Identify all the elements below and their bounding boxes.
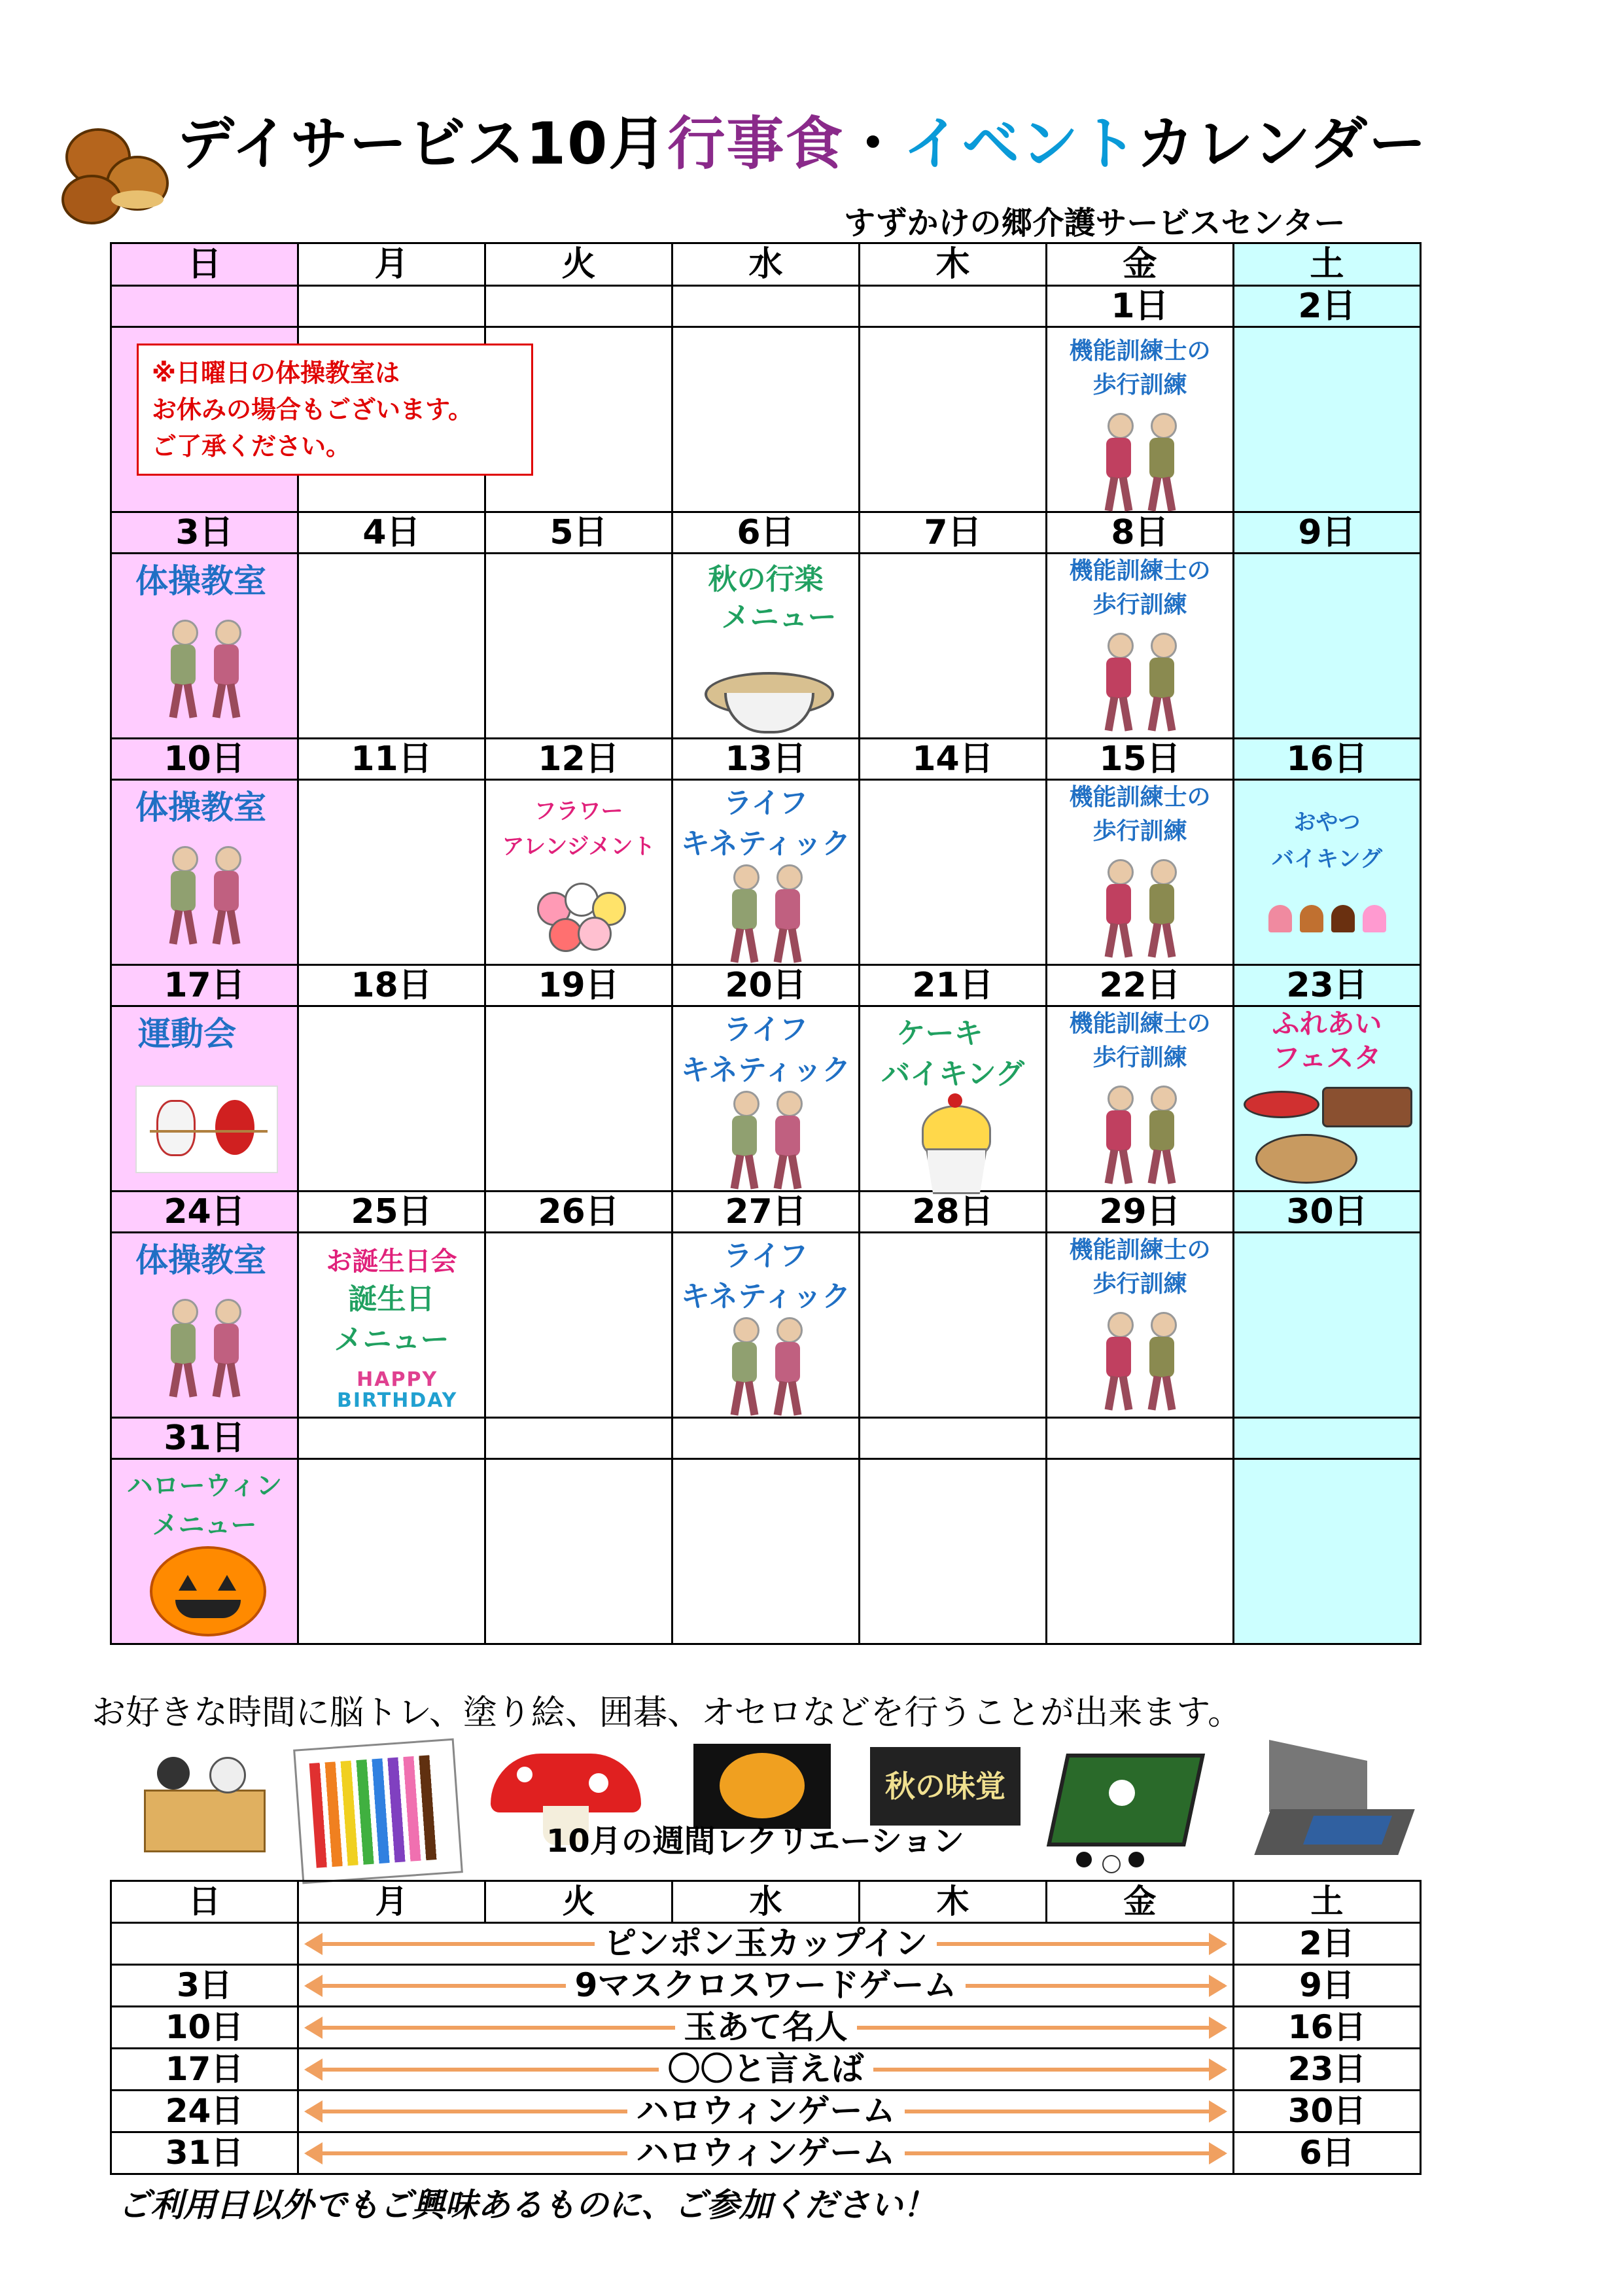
weekly-sun-cell: 31日	[111, 2132, 298, 2174]
date-cell: 10日	[111, 739, 298, 780]
event-calendar	[110, 242, 1422, 1645]
bouquet-icon	[531, 879, 629, 957]
event-cell	[485, 1233, 672, 1418]
event-cell	[1047, 327, 1234, 512]
weekly-sat-cell: 9日	[1234, 1965, 1421, 2007]
weekly-activity-cell	[298, 2049, 1234, 2091]
event-cell	[111, 780, 298, 965]
gymnastics-label: 体操教室	[135, 562, 266, 600]
walking-training-label: 機能訓練士の 歩行訓練	[1069, 557, 1211, 618]
date-cell	[1047, 1418, 1234, 1459]
date-cell: 20日	[672, 965, 860, 1006]
birthday-menu-label: 誕生日 メニュー	[334, 1282, 449, 1356]
hobby-text: お好きな時間に脳トレ、塗り絵、囲碁、オセロなどを行うことが出来ます。	[92, 1693, 1242, 1733]
event-cell	[1234, 1233, 1421, 1418]
exercise-figures-icon	[112, 620, 297, 720]
event-cell	[298, 1233, 485, 1418]
date-cell	[485, 286, 672, 327]
weekly-row	[111, 2007, 1421, 2049]
weekly-activity-cell	[298, 1965, 1234, 2007]
weekly-header: 木	[860, 1881, 1047, 1923]
date-cell	[111, 286, 298, 327]
weekly-sun-cell: 17日	[111, 2049, 298, 2091]
event-cell	[672, 327, 860, 512]
date-cell	[860, 1418, 1047, 1459]
date-cell: 26日	[485, 1192, 672, 1233]
weekly-sat-cell: 30日	[1234, 2091, 1421, 2132]
event-cell	[860, 1459, 1047, 1644]
weekly-sun-cell: 3日	[111, 1965, 298, 2007]
walking-figures-icon	[1047, 413, 1232, 514]
event-cell	[485, 1006, 672, 1192]
fureai-festa-label: ふれあい フェスタ	[1272, 1008, 1382, 1074]
date-cell: 12日	[485, 739, 672, 780]
date-row	[111, 286, 1421, 327]
event-row	[111, 1459, 1421, 1644]
event-cell	[672, 780, 860, 965]
event-cell	[298, 554, 485, 739]
weekday-sat: 土	[1234, 243, 1421, 286]
date-row	[111, 1418, 1421, 1459]
life-kinetic-figures-icon	[673, 1091, 858, 1192]
weekly-sat-cell: 2日	[1234, 1923, 1421, 1965]
date-cell	[672, 286, 860, 327]
event-cell	[1047, 1006, 1234, 1192]
date-cell: 25日	[298, 1192, 485, 1233]
cake-buffet-label: ケーキ バイキング	[881, 1017, 1024, 1091]
event-cell	[1047, 1459, 1234, 1644]
weekly-row	[111, 2049, 1421, 2091]
event-cell	[298, 1459, 485, 1644]
colored-pencils-icon	[293, 1739, 463, 1884]
go-board-icon	[137, 1744, 268, 1868]
weekly-header: 日	[111, 1881, 298, 1923]
life-kinetic-label: ライフ キネティック	[680, 1013, 851, 1087]
event-row	[111, 780, 1421, 965]
date-cell: 28日	[860, 1192, 1047, 1233]
event-cell	[485, 780, 672, 965]
weekly-row	[111, 2132, 1421, 2174]
event-cell	[672, 1006, 860, 1192]
event-row	[111, 327, 1421, 512]
happy-birthday-icon	[337, 1369, 457, 1411]
cupcakes-icon	[1234, 905, 1420, 935]
weekday-mon: 月	[298, 243, 485, 286]
tablet-icon	[1249, 1744, 1413, 1862]
date-cell: 13日	[672, 739, 860, 780]
activity-label: ハロウィンゲーム	[627, 2092, 905, 2130]
weekly-row	[111, 2091, 1421, 2132]
life-kinetic-figures-icon	[673, 864, 858, 965]
exercise-figures-icon	[112, 846, 297, 947]
weekly-sun-cell: 10日	[111, 2007, 298, 2049]
event-cell	[672, 1459, 860, 1644]
weekly-activity-cell	[298, 2091, 1234, 2132]
organization-name: すずかけの郷介護サービスセンター	[844, 205, 1346, 241]
weekly-sat-cell: 6日	[1234, 2132, 1421, 2174]
event-cell	[1047, 554, 1234, 739]
autumn-menu-label: 秋の行楽 メニュー	[708, 563, 837, 634]
event-cell	[111, 554, 298, 739]
weekly-row	[111, 1923, 1421, 1965]
walking-training-label: 機能訓練士の 歩行訓練	[1069, 784, 1211, 845]
date-cell: 23日	[1234, 965, 1421, 1006]
event-cell	[672, 1233, 860, 1418]
event-cell	[1234, 780, 1421, 965]
activity-label: ハロウィンゲーム	[627, 2134, 905, 2172]
date-cell: 22日	[1047, 965, 1234, 1006]
date-cell: 14日	[860, 739, 1047, 780]
date-cell: 27日	[672, 1192, 860, 1233]
date-cell: 11日	[298, 739, 485, 780]
activity-label: 9マスクロスワードゲーム	[566, 1966, 966, 2004]
weekly-header: 火	[485, 1881, 672, 1923]
date-cell: 21日	[860, 965, 1047, 1006]
date-cell: 30日	[1234, 1192, 1421, 1233]
event-row	[111, 554, 1421, 739]
weekly-activity-cell	[298, 1923, 1234, 1965]
date-cell: 8日	[1047, 512, 1234, 554]
life-kinetic-label: ライフ キネティック	[680, 786, 851, 860]
bowl-icon	[705, 652, 829, 731]
event-cell	[485, 1459, 672, 1644]
weekday-header-row	[111, 243, 1421, 286]
event-cell	[111, 1459, 298, 1644]
date-cell: 7日	[860, 512, 1047, 554]
walking-figures-icon	[1047, 859, 1232, 960]
weekly-header: 月	[298, 1881, 485, 1923]
event-cell	[111, 1006, 298, 1192]
activity-label: 玉あて名人	[675, 2008, 857, 2046]
event-cell	[1234, 554, 1421, 739]
event-cell	[1234, 1006, 1421, 1192]
date-cell	[860, 286, 1047, 327]
weekly-row	[111, 1965, 1421, 2007]
date-cell: 31日	[111, 1418, 298, 1459]
date-cell: 1日	[1047, 286, 1234, 327]
event-cell	[1234, 327, 1421, 512]
festival-food-icon	[1244, 1084, 1411, 1189]
date-cell: 18日	[298, 965, 485, 1006]
walking-figures-icon	[1047, 1312, 1232, 1413]
weekly-header: 土	[1234, 1881, 1421, 1923]
weekly-recreation-table	[110, 1880, 1422, 2175]
event-cell	[860, 780, 1047, 965]
tug-of-war-icon	[135, 1086, 278, 1173]
event-row	[111, 1233, 1421, 1418]
chestnut-icon	[52, 111, 177, 229]
walking-figures-icon	[1047, 633, 1232, 733]
title-highlight-event: イベント	[903, 110, 1137, 177]
notice-line: ※日曜日の体操教室は	[152, 359, 400, 387]
date-cell: 6日	[672, 512, 860, 554]
weekly-sun-cell	[111, 1923, 298, 1965]
date-cell	[672, 1418, 860, 1459]
date-cell	[1234, 1418, 1421, 1459]
event-cell	[1047, 1233, 1234, 1418]
event-cell	[860, 327, 1047, 512]
date-cell: 5日	[485, 512, 672, 554]
weekly-sun-cell: 24日	[111, 2091, 298, 2132]
date-cell: 17日	[111, 965, 298, 1006]
life-kinetic-label: ライフ キネティック	[680, 1239, 851, 1313]
birthday-party-label: お誕生日会	[326, 1246, 457, 1277]
happy-text: HAPPY	[357, 1368, 438, 1391]
flower-arrangement-label: フラワー アレンジメント	[502, 798, 655, 860]
pumpkin-icon	[150, 1546, 266, 1636]
othello-icon	[1050, 1747, 1200, 1871]
event-cell	[860, 1006, 1047, 1192]
weekday-wed: 水	[672, 243, 860, 286]
date-row	[111, 965, 1421, 1006]
weekly-activity-cell	[298, 2132, 1234, 2174]
event-cell	[860, 554, 1047, 739]
notice-line: ご了承ください。	[152, 432, 351, 461]
weekly-sat-cell: 23日	[1234, 2049, 1421, 2091]
event-cell	[1047, 780, 1234, 965]
exercise-figures-icon	[112, 1299, 297, 1400]
date-cell: 29日	[1047, 1192, 1234, 1233]
event-cell	[860, 1233, 1047, 1418]
notice-line: お休みの場合もございます。	[152, 395, 473, 424]
date-cell: 15日	[1047, 739, 1234, 780]
weekday-thu: 木	[860, 243, 1047, 286]
cake-icon	[915, 1092, 994, 1190]
date-cell: 19日	[485, 965, 672, 1006]
event-cell	[298, 780, 485, 965]
footer-note: ご利用日以外でもご興味あるものに、ご参加ください！	[118, 2186, 935, 2224]
event-cell	[111, 327, 473, 512]
snack-buffet-label: おやつ バイキング	[1272, 809, 1382, 872]
walking-figures-icon	[1047, 1086, 1232, 1186]
weekly-rec-title: 10月の週間レクリエーション	[546, 1823, 964, 1860]
weekly-header: 金	[1047, 1881, 1234, 1923]
walking-training-label: 機能訓練士の 歩行訓練	[1069, 1010, 1211, 1071]
sports-day-label: 運動会	[138, 1015, 236, 1053]
date-cell	[298, 286, 485, 327]
date-cell: 16日	[1234, 739, 1421, 780]
weekday-sun: 日	[111, 243, 298, 286]
birthday-text: BIRTHDAY	[337, 1389, 458, 1412]
page-title: デイサービス10月行事食・イベントカレンダー	[177, 110, 1427, 177]
halloween-menu-label: ハローウィン メニュー	[126, 1471, 283, 1540]
event-cell	[485, 554, 672, 739]
date-cell: 4日	[298, 512, 485, 554]
activity-label: ピンポン玉カップイン	[595, 1924, 937, 1962]
event-cell	[672, 554, 860, 739]
date-row	[111, 1192, 1421, 1233]
date-cell: 2日	[1234, 286, 1421, 327]
sunday-notice	[137, 344, 533, 476]
gymnastics-label: 体操教室	[135, 1241, 266, 1279]
autumn-taste-icon: 秋の味覚	[870, 1747, 1021, 1826]
date-row	[111, 739, 1421, 780]
date-cell	[485, 1418, 672, 1459]
activity-label: 〇〇と言えば	[659, 2050, 873, 2088]
event-row	[111, 1006, 1421, 1192]
event-cell	[1234, 1459, 1421, 1644]
weekly-sat-cell: 16日	[1234, 2007, 1421, 2049]
title-highlight-meal: 行事食	[667, 110, 845, 177]
weekday-fri: 金	[1047, 243, 1234, 286]
date-cell: 9日	[1234, 512, 1421, 554]
date-row	[111, 512, 1421, 554]
gymnastics-label: 体操教室	[135, 788, 266, 826]
event-cell	[298, 1006, 485, 1192]
date-cell	[298, 1418, 485, 1459]
event-cell	[111, 1233, 298, 1418]
weekly-header: 水	[672, 1881, 860, 1923]
date-cell: 3日	[111, 512, 298, 554]
walking-training-label: 機能訓練士の 歩行訓練	[1069, 338, 1211, 398]
weekday-tue: 火	[485, 243, 672, 286]
weekly-header-row	[111, 1881, 1421, 1923]
life-kinetic-figures-icon	[673, 1317, 858, 1418]
date-cell: 24日	[111, 1192, 298, 1233]
weekly-activity-cell	[298, 2007, 1234, 2049]
walking-training-label: 機能訓練士の 歩行訓練	[1069, 1237, 1211, 1298]
